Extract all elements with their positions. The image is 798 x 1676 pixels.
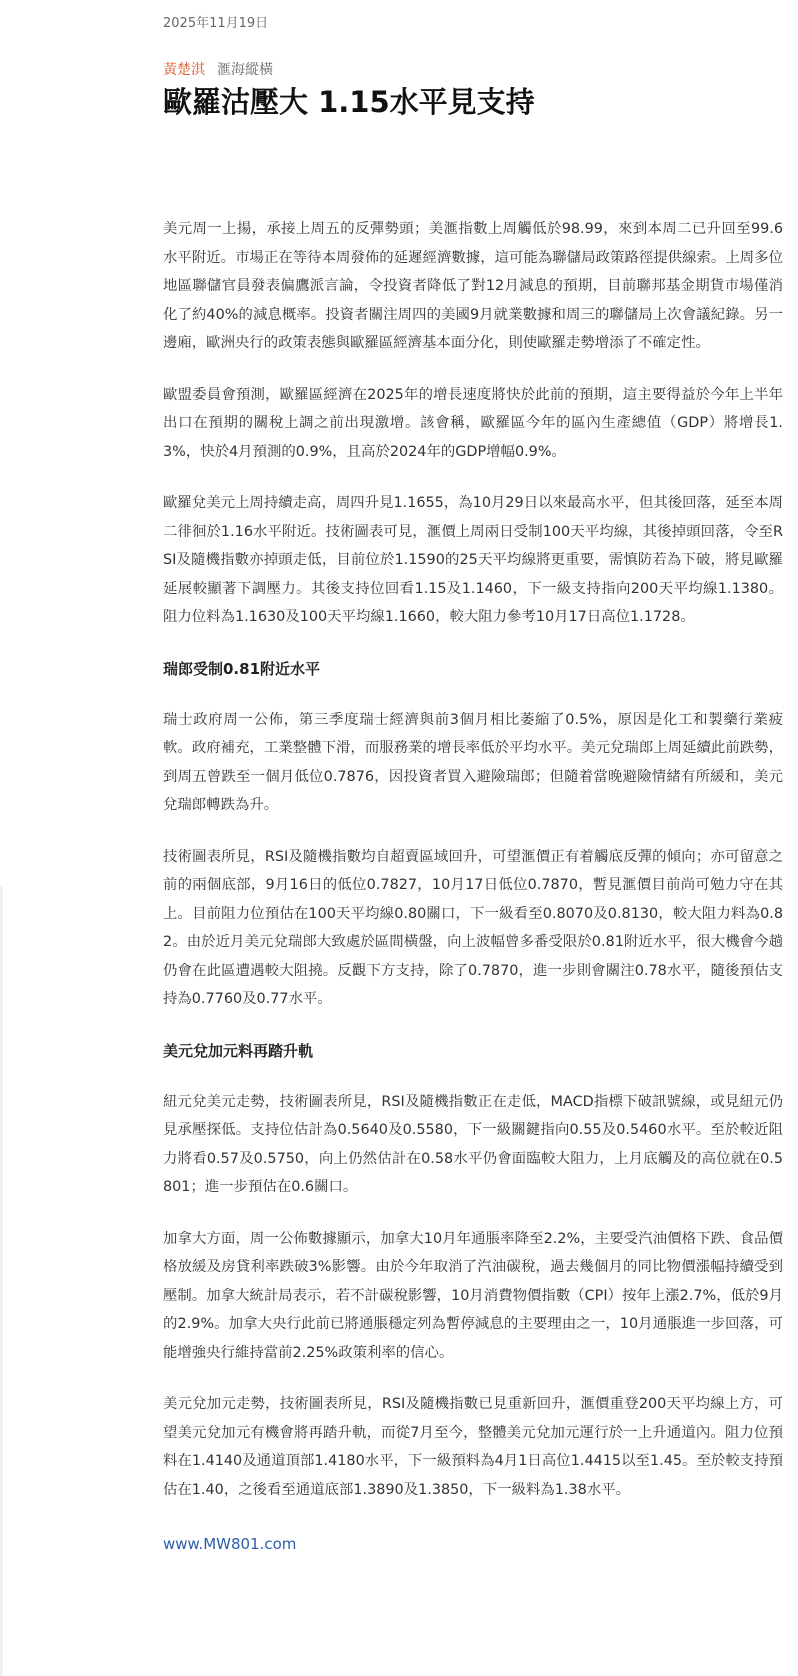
- paragraph: 加拿大方面，周一公佈數據顯示，加拿大10月年通脹率降至2.2%，主要受汽油價格下跌、食品價格放緩及房貸利率跌破3%影響。由於今年取消了汽油碳稅，過去幾個月的同比物價漲幅持續受到壓制。加拿大統計局表示，若不計碳稅影響，10月消費物價指數（CPI）按年上漲2.7%，低於9月的2.9%。加拿大央行此前已將通脹穩定列為暫停減息的主要理由之一，10月通脹進一步回落，可能增強央行維持當前2.25%政策利率的信心。: [163, 1230, 783, 1361]
- page-edge-shadow: [0, 885, 3, 1676]
- section-heading: 美元兌加元料再踏升軌: [163, 1041, 314, 1060]
- site-link[interactable]: www.MW801.com: [163, 1535, 297, 1553]
- paragraph: 技術圖表所見，RSI及隨機指數均自超賣區域回升，可望滙價正有着觸底反彈的傾向；亦可留意之前的兩個底部，9月16日的低位0.7827，10月17日低位0.7870，暫見滙價目前尚可勉力守在其上。目前阻力位預估在100天平均線0.80關口，下一級看至0.8070及0.8130，較大阻力料為0.82。由於近月美元兌瑞郎大致處於區間橫盤，向上波幅曾多番受限於0.81附近水平，很大機會今趟仍會在此區遭遇較大阻撓。反觀下方支持，除了0.7870，進一步則會關注0.78水平，隨後預估支持為0.7760及0.77水平。: [163, 848, 783, 1007]
- byline: [163, 61, 783, 79]
- paragraph: 美元兌加元走勢，技術圖表所見，RSI及隨機指數已見重新回升，滙價重登200天平均線上方，可望美元兌加元有機會將再踏升軌，而從7月至今，整體美元兌加元運行於一上升通道內。阻力位預料在1.4140及通道頂部1.4180水平，下一級預料為4月1日高位1.4415以至1.45。至於較支持預估在1.40，之後看至通道底部1.3890及1.3850，下一級料為1.38水平。: [163, 1396, 783, 1498]
- column-name[interactable]: 滙海縱橫: [217, 62, 273, 78]
- paragraph: 歐盟委員會預測，歐羅區經濟在2025年的增長速度將快於此前的預期，這主要得益於今年上半年出口在預期的關稅上調之前出現激增。該會稱，歐羅區今年的區內生產總值（GDP）將增長1.3%，快於4月預測的0.9%，且高於2024年的GDP增幅0.9%。: [163, 386, 783, 460]
- article: [163, 14, 783, 1555]
- section-heading: 瑞郎受制0.81附近水平: [163, 659, 321, 678]
- article-body: [163, 215, 783, 1555]
- article-title: 歐羅沽壓大 1.15水平見支持: [163, 85, 535, 119]
- paragraph: 美元周一上揚，承接上周五的反彈勢頭；美滙指數上周觸低於98.99，來到本周二已升回至99.6水平附近。市場正在等待本周發佈的延遲經濟數據，這可能為聯儲局政策路徑提供線索。上周多位地區聯儲官員發表偏鷹派言論，令投資者降低了對12月減息的預期，目前聯邦基金期貨市場僅消化了約40%的減息概率。投資者關注周四的美國9月就業數據和周三的聯儲局上次會議紀錄。另一邊廂，歐洲央行的政策表態與歐羅區經濟基本面分化，則使歐羅走勢增添了不確定性。: [163, 221, 783, 351]
- paragraph: 歐羅兌美元上周持續走高，周四升見1.1655，為10月29日以來最高水平，但其後回落，延至本周二徘徊於1.16水平附近。技術圖表可見，滙價上周兩日受制100天平均線，其後掉頭回落，令至RSI及隨機指數亦掉頭走低，目前位於1.1590的25天平均線將更重要，需慎防若為下破，將見歐羅延展較顯著下調壓力。其後支持位回看1.15及1.1460，下一級支持指向200天平均線1.1380。阻力位料為1.1630及100天平均線1.1660，較大阻力參考10月17日高位1.1728。: [163, 495, 783, 625]
- paragraph: 紐元兌美元走勢，技術圖表所見，RSI及隨機指數正在走低，MACD指標下破訊號線，或見紐元仍見承壓探低。支持位估計為0.5640及0.5580，下一級關鍵指向0.55及0.5460水平。至於較近阻力將看0.57及0.5750，向上仍然估計在0.58水平仍會面臨較大阻力，上月底觸及的高位就在0.5801；進一步預估在0.6關口。: [163, 1093, 783, 1195]
- publish-date: 2025年11月19日: [163, 16, 269, 31]
- author-link[interactable]: 黃楚淇: [163, 62, 205, 78]
- paragraph: 瑞士政府周一公佈，第三季度瑞士經濟與前3個月相比萎縮了0.5%，原因是化工和製藥行業疲軟。政府補充，工業整體下滑，而服務業的增長率低於平均水平。美元兌瑞郎上周延續此前跌勢，到周五曾跌至一個月低位0.7876，因投資者買入避險瑞郎；但隨着當晚避險情緒有所緩和，美元兌瑞郎轉跌為升。: [163, 711, 783, 813]
